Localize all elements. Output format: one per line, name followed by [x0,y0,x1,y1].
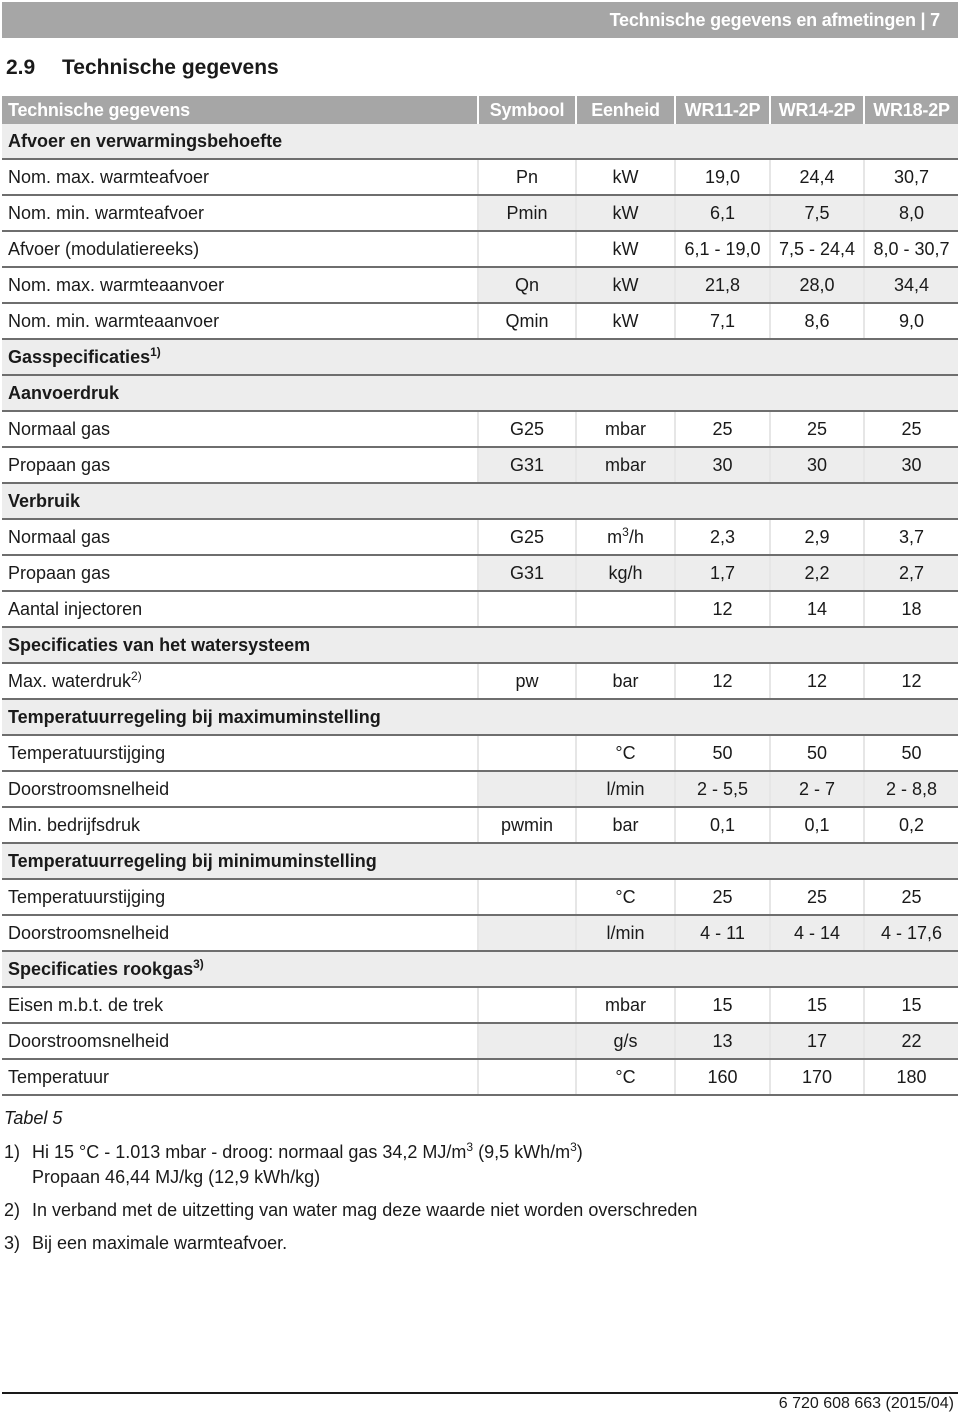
table-cell [770,663,864,699]
cell-text: pwmin [500,814,553,835]
table-row [2,663,958,699]
table-cell [770,447,864,483]
cell-text: mbar [604,994,646,1015]
table-cell [864,231,958,267]
cell-text: 25 [901,886,922,907]
table-cell [576,1059,675,1095]
cell-text: 2 - 7 [798,778,836,799]
table-cell [2,159,478,195]
table-header-row [2,96,958,124]
column-header: Eenheid [576,96,675,124]
footnotes [4,1140,904,1264]
cell-text: 1,7 [709,562,736,583]
table-cell [478,987,576,1023]
section-heading [6,56,279,80]
table-cell [576,411,675,447]
table-row [2,735,958,771]
group-label-text: Afvoer en verwarmingsbehoefte [8,130,283,151]
table-cell [770,591,864,627]
cell-text: 25 [901,418,922,439]
cell-text: 25 [712,418,733,439]
table-cell [478,231,576,267]
cell-text: Eisen m.b.t. de trek [8,994,164,1015]
table-cell [675,267,770,303]
table-cell [576,519,675,555]
table-cell [864,447,958,483]
table-cell [864,267,958,303]
running-title: Technische gegevens en afmetingen | 7 [609,10,940,30]
cell-text: 25 [806,886,828,907]
table-cell [770,267,864,303]
running-header [2,2,958,38]
table-cell [2,555,478,591]
cell-text: 12 [901,670,922,691]
cell-text: 30 [901,454,922,475]
cell-text: 170 [801,1066,833,1087]
table-cell [770,519,864,555]
table-cell [2,519,478,555]
table-group-row [2,699,958,735]
cell-text: 50 [806,742,828,763]
table-group-row [2,627,958,663]
table-row [2,879,958,915]
table-cell [2,735,478,771]
footnote-text: (9,5 kWh/m [473,1142,571,1162]
table-cell [478,879,576,915]
cell-text: 24,4 [799,166,835,187]
cell-text: Min. bedrijfsdruk [8,814,141,835]
cell-text: 14 [806,598,828,619]
cell-text: 25 [712,886,733,907]
table-row [2,987,958,1023]
cell-text: 15 [901,994,922,1015]
table-body [2,124,958,1095]
cell-text: 13 [712,1030,733,1051]
table-group-row [2,339,958,375]
group-label-text: Gasspecificaties [8,346,151,367]
table-row [2,1059,958,1095]
group-label [2,375,958,411]
cell-text: G25 [509,418,545,439]
table-cell [576,195,675,231]
table-cell [770,807,864,843]
cell-text: 0,1 [804,814,830,835]
cell-text: kg/h [608,562,643,583]
table-group-row [2,124,958,159]
cell-text: 2,7 [898,562,925,583]
table-row [2,915,958,951]
footnote-text: ) [576,1142,583,1162]
table-row [2,1023,958,1059]
cell-text: 28,0 [799,274,835,295]
cell-text: 6,1 - 19,0 [684,238,761,259]
table-cell [2,231,478,267]
table-cell [770,231,864,267]
table-cell [864,519,958,555]
table-cell [478,159,576,195]
table-cell [675,411,770,447]
cell-text: 2,3 [709,526,736,547]
cell-text: G31 [509,454,545,475]
table-cell [576,735,675,771]
cell-text: kW [612,310,639,331]
cell-text: Qn [514,274,539,295]
table-cell [770,879,864,915]
table-group-row [2,843,958,879]
section-number: 2.9 [6,56,36,79]
cell-text: 50 [712,742,733,763]
cell-text: 12 [712,598,733,619]
table-cell [2,411,478,447]
table-row [2,771,958,807]
cell-text: 4 - 17,6 [880,922,943,943]
superscript: 3 [570,1140,577,1154]
cell-text: 21,8 [704,274,741,295]
table-cell [478,735,576,771]
group-label [2,339,958,375]
cell-text: Normaal gas [8,526,111,547]
cell-text: 8,6 [804,310,830,331]
table-cell [2,303,478,339]
table-cell [576,807,675,843]
cell-text: 2,9 [804,526,830,547]
table-cell [478,447,576,483]
cell-text: Doorstroomsnelheid [8,922,170,943]
table-cell [576,447,675,483]
table-cell [864,807,958,843]
table-cell [675,303,770,339]
table-cell [478,267,576,303]
table-cell [576,303,675,339]
cell-text: bar [612,670,639,691]
cell-text: kW [612,274,639,295]
group-label [2,951,958,987]
table-cell [675,447,770,483]
table-cell [675,159,770,195]
footnote [4,1140,904,1190]
table-row [2,519,958,555]
group-label-text: Verbruik [8,490,81,511]
table-cell [675,591,770,627]
table-cell [770,1059,864,1095]
cell-text: 22 [901,1030,922,1051]
cell-text: 8,0 [898,202,925,223]
cell-text: Nom. max. warmteaanvoer [8,274,225,295]
table-cell [2,267,478,303]
table-cell [576,591,675,627]
group-label [2,843,958,879]
table-cell [2,1059,478,1095]
table-cell [770,195,864,231]
superscript: 3 [466,1140,474,1154]
cell-text: Max. waterdruk [8,670,132,691]
table-cell [864,195,958,231]
table-cell [2,879,478,915]
table-row [2,555,958,591]
cell-text: 2 - 5,5 [696,778,749,799]
table-cell [478,591,576,627]
footnote-ref: 3) [193,956,204,971]
column-header: WR14-2P [770,96,864,124]
table-cell [675,231,770,267]
cell-text: 25 [806,418,828,439]
table-cell [576,915,675,951]
table-cell [675,195,770,231]
table-cell [864,159,958,195]
table-row [2,411,958,447]
group-label [2,627,958,663]
table-cell [2,987,478,1023]
table-cell [864,1059,958,1095]
cell-text: °C [615,742,636,763]
unit-superscript: 3 [622,524,629,539]
table-cell [675,519,770,555]
cell-text: 30 [806,454,828,475]
group-label [2,483,958,519]
cell-text: Doorstroomsnelheid [8,1030,170,1051]
cell-text: Nom. max. warmteafvoer [8,166,210,187]
section-title: Technische gegevens [62,56,279,79]
cell-text: Nom. min. warmteafvoer [8,202,205,223]
footnote-number: 3) [4,1233,21,1253]
table-cell [770,411,864,447]
document-code: 6 720 608 663 (2015/04) [778,1395,954,1412]
cell-text: 15 [806,994,828,1015]
table-cell [2,915,478,951]
group-label-text: Specificaties rookgas [8,958,194,979]
cell-text: 17 [806,1030,828,1051]
table-group-row [2,375,958,411]
footnote-text: In verband met de uitzetting van water mag deze waarde niet worden overschreden [32,1200,698,1220]
column-header: WR18-2P [864,96,958,124]
table-row [2,231,958,267]
table-cell [864,411,958,447]
table-cell [864,915,958,951]
table-cell [478,915,576,951]
cell-text: Afvoer (modulatiereeks) [8,238,200,259]
cell-text: 30 [712,454,733,475]
cell-text: 30,7 [893,166,930,187]
table-cell [864,663,958,699]
cell-text: Normaal gas [8,418,111,439]
technical-data-table [2,96,958,1096]
cell-text: 160 [707,1066,738,1087]
cell-text: pw [515,670,539,691]
table-cell [864,1023,958,1059]
table-cell [770,771,864,807]
cell-text: 7,1 [709,310,736,331]
cell-text: mbar [604,454,646,475]
cell-text: kW [612,238,639,259]
table-cell [2,447,478,483]
table-cell [675,879,770,915]
table-cell [2,663,478,699]
cell-text: m [607,526,623,547]
cell-text: Doorstroomsnelheid [8,778,170,799]
table-cell [2,771,478,807]
table-cell [864,771,958,807]
cell-text: Propaan gas [8,562,111,583]
table-cell [675,987,770,1023]
cell-text: Temperatuurstijging [8,742,166,763]
table-cell [864,735,958,771]
footnote-text: Hi 15 °C - 1.013 mbar - droog: normaal gas 34,2 MJ/m [32,1142,467,1162]
footer-rule [2,1392,958,1394]
table-cell [478,303,576,339]
footnote-text-line2: Propaan 46,44 MJ/kg (12,9 kWh/kg) [32,1167,321,1187]
cell-text: 12 [712,670,733,691]
table-row [2,447,958,483]
cell-text: 7,5 [804,202,830,223]
table-cell [576,267,675,303]
table-group-row [2,483,958,519]
footnote [4,1198,904,1223]
table-cell [770,159,864,195]
table-cell [478,1059,576,1095]
group-label-text: Temperatuurregeling bij minimuminstelling [8,850,377,871]
table-cell [864,555,958,591]
cell-text: mbar [604,418,646,439]
cell-text: Qmin [505,310,549,331]
cell-text: 34,4 [893,274,930,295]
table-cell [675,771,770,807]
footnote [4,1231,904,1256]
cell-text: 2,2 [804,562,830,583]
column-header: WR11-2P [675,96,770,124]
table-cell [576,771,675,807]
cell-text: 18 [901,598,922,619]
table-cell [478,411,576,447]
table-row [2,159,958,195]
table-cell [478,663,576,699]
cell-text: 3,7 [898,526,925,547]
table-cell [770,735,864,771]
table-cell [576,879,675,915]
cell-text: °C [615,886,636,907]
group-label-text: Specificaties van het watersysteem [8,634,311,655]
cell-text: 7,5 - 24,4 [778,238,856,259]
cell-text: 0,2 [898,814,925,835]
table-cell [675,915,770,951]
cell-text: 50 [901,742,922,763]
cell-text: 8,0 - 30,7 [873,238,950,259]
cell-text: 180 [896,1066,927,1087]
table-row [2,303,958,339]
table-row [2,807,958,843]
table-cell [675,1023,770,1059]
cell-text: l/min [606,778,645,799]
table-row [2,195,958,231]
footnote-number: 1) [4,1142,21,1162]
cell-text: Propaan gas [8,454,111,475]
group-label [2,124,958,159]
table-cell [864,879,958,915]
table-cell [675,1059,770,1095]
table-cell [770,303,864,339]
footnote-number: 2) [4,1200,21,1220]
cell-text: 15 [712,994,733,1015]
footnote-ref: 2) [131,668,142,683]
cell-text: Temperatuur [8,1066,110,1087]
table-cell [576,159,675,195]
table-cell [478,1023,576,1059]
table-cell [576,663,675,699]
table-cell [2,195,478,231]
table-caption: Tabel 5 [4,1108,63,1128]
table-cell [675,807,770,843]
footnote-text: Bij een maximale warmteafvoer. [32,1233,288,1253]
cell-text: G25 [509,526,545,547]
group-label-text: Aanvoerdruk [8,382,120,403]
cell-text: g/s [613,1030,638,1051]
cell-text: Pmin [506,202,548,223]
cell-text: °C [615,1066,636,1087]
cell-text: 2 - 8,8 [885,778,938,799]
cell-text: 9,0 [898,310,925,331]
cell-text: 19,0 [704,166,741,187]
table-cell [576,555,675,591]
table-row [2,267,958,303]
table-cell [770,915,864,951]
table-cell [576,1023,675,1059]
cell-text: 6,1 [709,202,736,223]
table-group-row [2,951,958,987]
cell-text: Pn [515,166,539,187]
cell-text: bar [612,814,639,835]
table-cell [770,555,864,591]
table-cell [675,663,770,699]
group-label-text: Temperatuurregeling bij maximuminstelling [8,706,381,727]
footnote-ref: 1) [150,344,161,359]
table-cell [576,987,675,1023]
table-cell [576,231,675,267]
table-cell [2,1023,478,1059]
table-cell [2,807,478,843]
cell-text: l/min [606,922,645,943]
cell-text: kW [612,166,639,187]
table-row [2,591,958,627]
cell-text: kW [612,202,639,223]
table-cell [478,771,576,807]
cell-text: 0,1 [709,814,736,835]
cell-text: Temperatuurstijging [8,886,166,907]
table-cell [478,807,576,843]
table-cell [864,591,958,627]
table-cell [864,303,958,339]
table-cell [478,555,576,591]
table-cell [770,987,864,1023]
table-cell [2,591,478,627]
cell-text: 4 - 14 [793,922,841,943]
group-label [2,699,958,735]
column-header: Technische gegevens [2,96,478,124]
cell-text: Aantal injectoren [8,598,143,619]
cell-text: Nom. min. warmteaanvoer [8,310,220,331]
table-cell [675,735,770,771]
table-cell [675,555,770,591]
cell-text: 12 [806,670,828,691]
unit-suffix: /h [628,526,644,547]
table-cell [478,195,576,231]
table-cell [864,987,958,1023]
table-cell [478,519,576,555]
cell-text: 4 - 11 [700,922,745,943]
cell-text: G31 [509,562,545,583]
table-cell [770,1023,864,1059]
column-header: Symbool [478,96,576,124]
